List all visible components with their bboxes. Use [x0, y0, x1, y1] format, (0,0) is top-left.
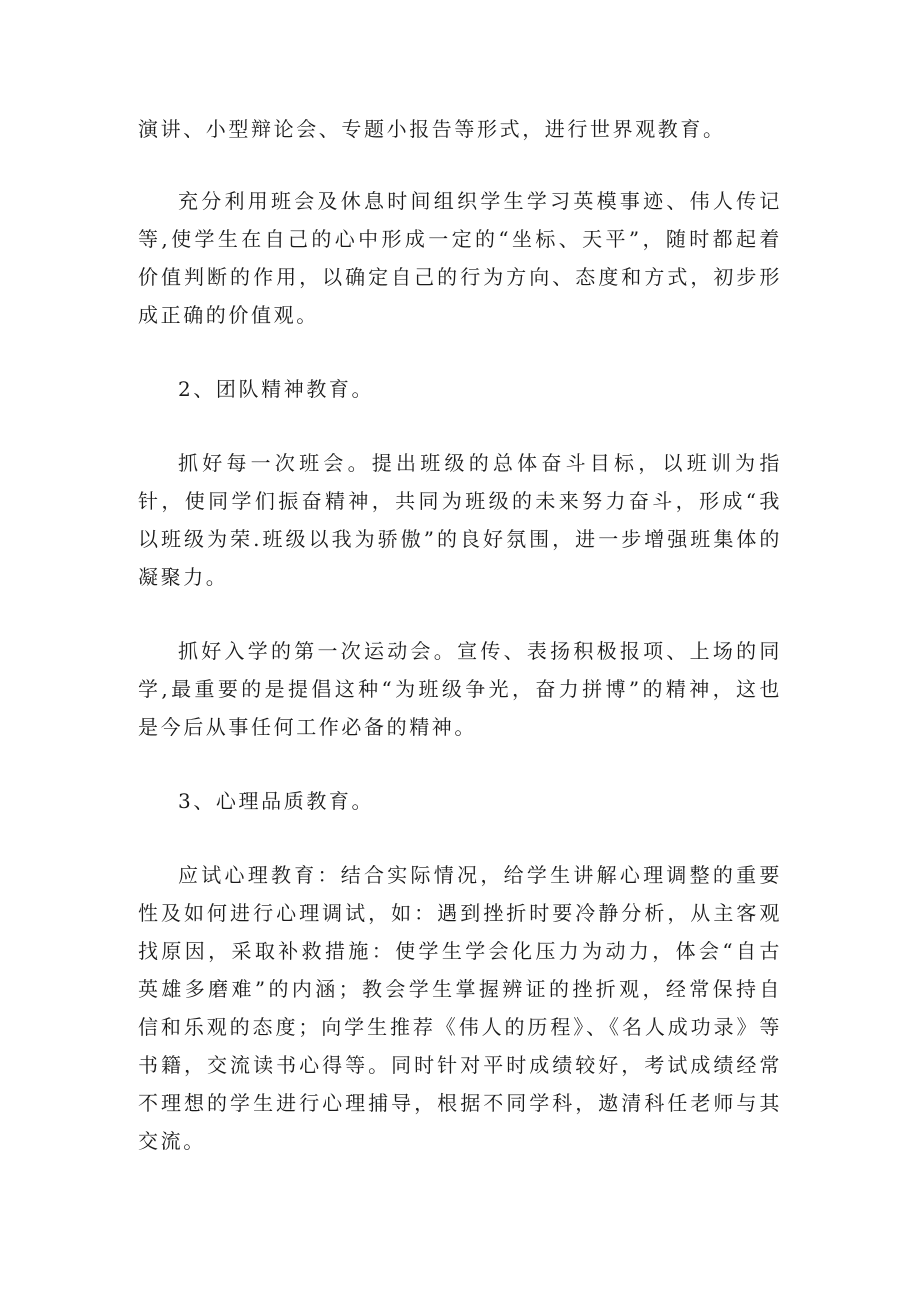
section-heading-team-spirit: 2、团队精神教育。 — [178, 377, 375, 401]
paragraph-exam-psychology: 应试心理教育：结合实际情况，给学生讲解心理调整的重要性及如何进行心理调试，如：遇到挫折时要冷静分析，从主客观找原因，采取补救措施：使学生学会化压力为动力，体会“自古英雄多磨难”的内涵；教会学生掌握辨证的挫折观，经常保持自信和乐观的态度；向学生推荐《伟人的历程》、《名人成功录》等书籍，交流读书心得等。同时针对平时成绩较好，考试成绩经常不理想的学生进行心理捕导，根据不同学科，遨清科任老师与其交流。 — [138, 863, 782, 1153]
paragraph-worldview-continuation: 演讲、小型辩论会、专题小报告等形式，进行世界观教育。 — [138, 117, 726, 141]
paragraph-class-meeting: 抓好每一次班会。提出班级的总体奋斗目标，以班训为指针，使同学们振奋精神，共同为班级的未来努力奋斗，形成“我以班级为荣.班级以我为骄傲”的良好氛围，进一步增强班集体的凝聚力。 — [138, 451, 782, 589]
paragraph-sports-meeting: 抓好入学的第一次运动会。宣传、表扬积极报项、上场的同学,最重要的是提倡这种“为班级争光，奋力拼博”的精神，这也是今后从事任何工作必备的精神。 — [138, 639, 782, 739]
paragraph-values-education: 充分利用班会及休息时间组织学生学习英模事迹、伟人传记等,使学生在自己的心中形成一定的“坐标、天平”，随时都起着价值判断的作用，以确定自己的行为方向、态度和方式，初步形成正确的价值观。 — [138, 189, 782, 327]
section-heading-psychology: 3、心理品质教育。 — [178, 789, 375, 813]
